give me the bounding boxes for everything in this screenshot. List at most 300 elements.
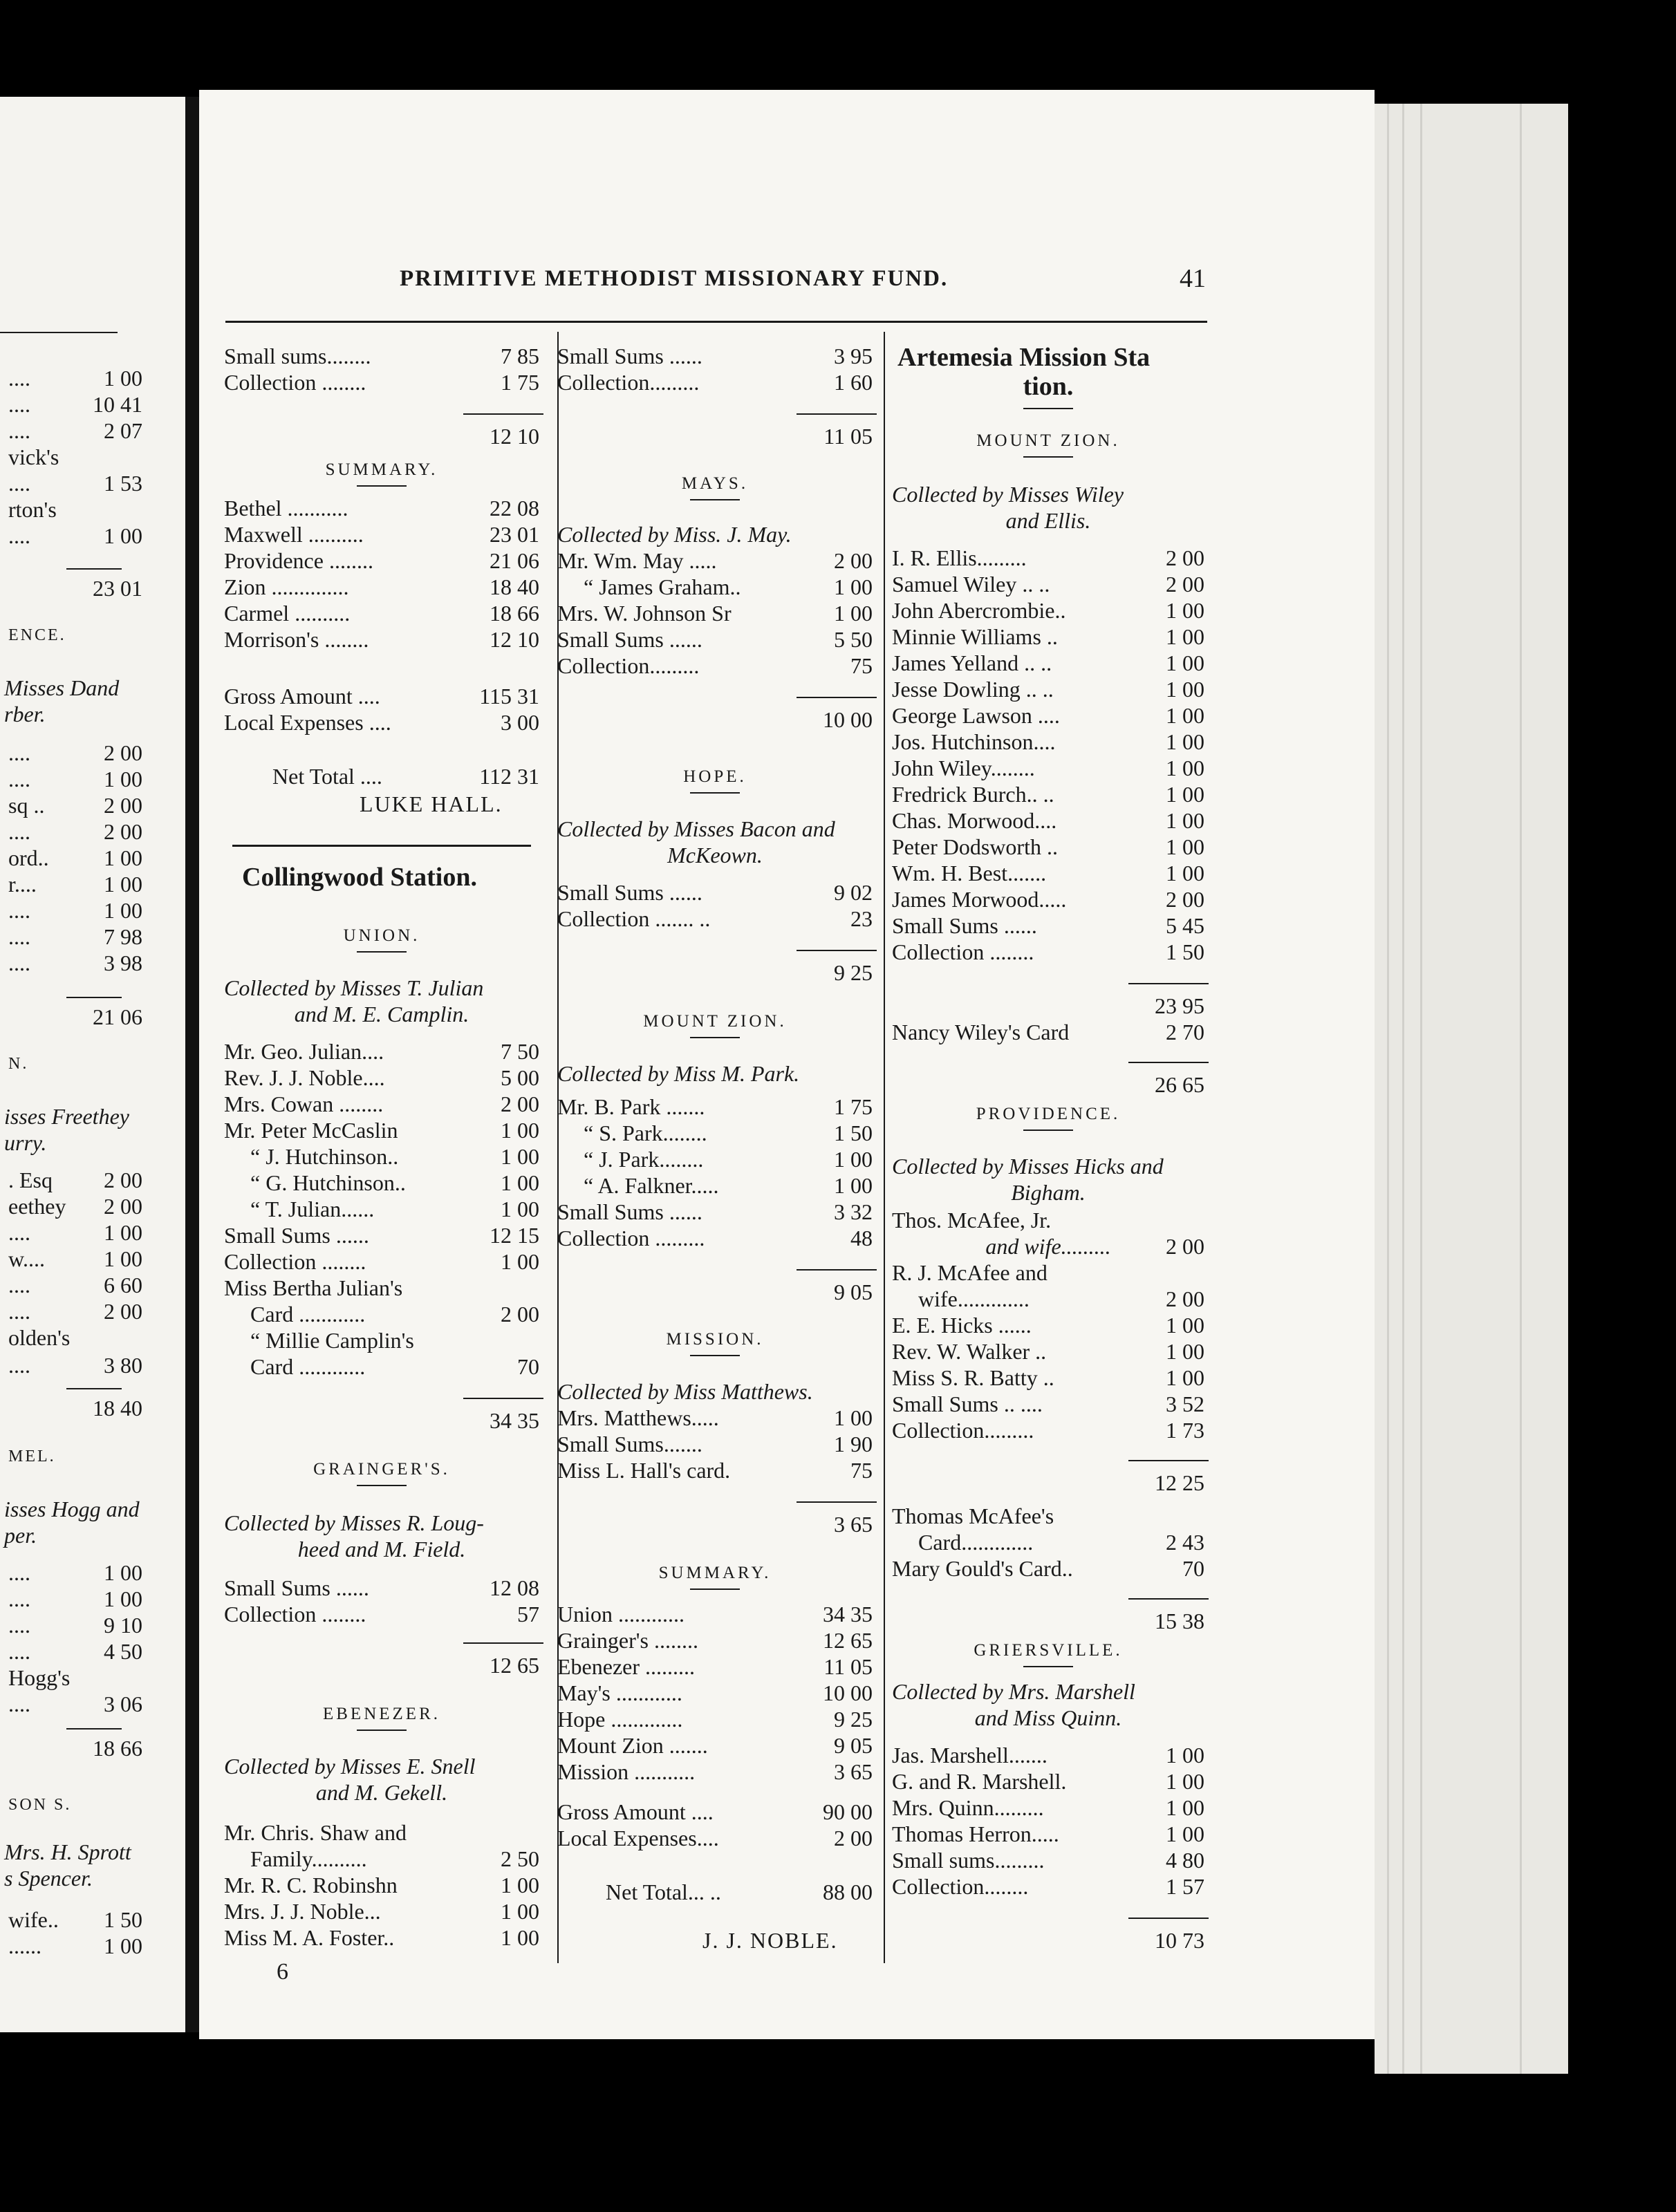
entry-label: Mission ........... bbox=[557, 1759, 696, 1784]
subtotal-amount: 11 05 bbox=[823, 424, 873, 449]
left-line-label: .... bbox=[8, 740, 30, 765]
left-amount: 21 06 bbox=[93, 1004, 142, 1029]
collector-line: heed and M. Field. bbox=[297, 1537, 466, 1562]
net-total-label: Net Total .... bbox=[272, 764, 382, 789]
entry-label: “ G. Hutchinson.. bbox=[250, 1170, 406, 1195]
entry-label: Local Expenses .... bbox=[224, 710, 391, 735]
left-amount: 2 00 bbox=[104, 819, 142, 844]
entry-label: Jas. Marshell....... bbox=[892, 1743, 1048, 1768]
left-amount: 7 98 bbox=[104, 924, 142, 949]
entry-label: Mrs. Matthews..... bbox=[557, 1405, 719, 1430]
left-amount: 4 50 bbox=[104, 1639, 142, 1664]
entry-amount: 10 00 bbox=[823, 1680, 873, 1705]
entry-amount: 112 31 bbox=[479, 764, 539, 789]
collector-line: Collected by Misses Wiley bbox=[892, 482, 1124, 507]
entry-label: May's ............ bbox=[557, 1680, 682, 1705]
page-header-title: PRIMITIVE METHODIST MISSIONARY FUND. bbox=[400, 266, 949, 291]
heading-rule bbox=[357, 1485, 407, 1486]
entry-amount: 90 00 bbox=[823, 1799, 873, 1824]
entry-amount: 1 00 bbox=[501, 1118, 539, 1143]
left-amount: 1 00 bbox=[104, 1220, 142, 1245]
section-heading: PROVIDENCE. bbox=[976, 1105, 1121, 1123]
left-amount: 2 00 bbox=[104, 1168, 142, 1192]
entry-amount: 1 00 bbox=[1166, 729, 1204, 754]
left-line-label: .... bbox=[8, 1299, 30, 1324]
entry-label: “ T. Julian...... bbox=[250, 1197, 375, 1221]
entry-label: I. R. Ellis......... bbox=[892, 545, 1027, 570]
entry-label: Peter Dodsworth .. bbox=[892, 834, 1058, 859]
entry-amount: 3 52 bbox=[1166, 1391, 1204, 1416]
left-line-label: r.... bbox=[8, 872, 37, 897]
entry-amount: 2 00 bbox=[501, 1302, 539, 1327]
collector-line: Collected by Misses E. Snell bbox=[224, 1754, 476, 1779]
entry-label: Collection ....... .. bbox=[557, 906, 711, 931]
left-line-label: per. bbox=[4, 1523, 37, 1548]
left-section-heading: N. bbox=[8, 1055, 29, 1073]
entry-amount: 1 00 bbox=[834, 1147, 873, 1172]
entry-label: Union ............ bbox=[557, 1602, 685, 1627]
entry-label: Morrison's ........ bbox=[224, 627, 369, 652]
subtotal-rule bbox=[1128, 1062, 1209, 1063]
left-section-heading: ENCE. bbox=[8, 626, 66, 644]
entry-label: Gross Amount .... bbox=[224, 684, 380, 709]
entry-amount: 9 25 bbox=[834, 1707, 873, 1732]
entry-label: Card............. bbox=[918, 1530, 1034, 1555]
left-line-label: urry. bbox=[4, 1130, 47, 1155]
left-line-label: .... bbox=[8, 950, 30, 975]
entry-amount: 1 00 bbox=[501, 1170, 539, 1195]
collector-line: Collected by Mrs. Marshell bbox=[892, 1679, 1135, 1704]
entry-amount: 48 bbox=[850, 1226, 873, 1250]
left-line-label: ...... bbox=[8, 1933, 41, 1958]
entry-amount: 9 05 bbox=[834, 1733, 873, 1758]
entry-amount: 1 50 bbox=[1166, 939, 1204, 964]
section-heading: MOUNT ZION. bbox=[976, 431, 1120, 450]
entry-amount: 2 00 bbox=[501, 1091, 539, 1116]
subtotal-rule bbox=[463, 1642, 543, 1644]
header-rule bbox=[225, 321, 1207, 323]
entry-amount: 2 00 bbox=[834, 1826, 873, 1850]
entry-amount: 23 01 bbox=[490, 522, 539, 547]
entry-label: Wm. H. Best....... bbox=[892, 861, 1047, 885]
entry-amount: 1 60 bbox=[834, 370, 873, 395]
left-line-label: .... bbox=[8, 1691, 30, 1716]
entry-amount: 3 32 bbox=[834, 1199, 873, 1224]
entry-amount: 2 70 bbox=[1166, 1020, 1204, 1044]
entry-label: Small Sums .. .... bbox=[892, 1391, 1043, 1416]
entry-label: Grainger's ........ bbox=[557, 1628, 698, 1653]
left-line-label: .... bbox=[8, 392, 30, 417]
left-line-label: .... bbox=[8, 898, 30, 923]
left-amount: 18 40 bbox=[93, 1396, 142, 1421]
collector-line: McKeown. bbox=[667, 843, 763, 868]
collector-line: and M. E. Camplin. bbox=[294, 1002, 469, 1027]
entry-amount: 23 bbox=[850, 906, 873, 931]
left-line-label: .... bbox=[8, 1639, 30, 1664]
entry-amount: 12 65 bbox=[823, 1628, 873, 1653]
entry-amount: 1 00 bbox=[834, 601, 873, 626]
heading-rule bbox=[1023, 456, 1073, 458]
heading-rule bbox=[690, 499, 740, 500]
entry-amount: 1 00 bbox=[1166, 677, 1204, 702]
left-line-label: Mrs. H. Sprott bbox=[4, 1839, 131, 1864]
section-heading: MAYS. bbox=[681, 474, 749, 493]
entry-amount: 75 bbox=[850, 653, 873, 678]
subtotal-amount: 12 10 bbox=[490, 424, 539, 449]
entry-label: “ James Graham.. bbox=[584, 574, 741, 599]
left-amount: 2 00 bbox=[104, 1299, 142, 1324]
collector-line: Collected by Misses Hicks and bbox=[892, 1154, 1164, 1179]
entry-amount: 1 00 bbox=[1166, 1795, 1204, 1820]
entry-label: Zion .............. bbox=[224, 574, 349, 599]
entry-label: Card ............ bbox=[250, 1354, 366, 1379]
heading-rule bbox=[690, 1588, 740, 1590]
entry-label: Collection ......... bbox=[557, 1226, 705, 1250]
entry-label: Mr. Wm. May ..... bbox=[557, 548, 717, 573]
heading-rule bbox=[1023, 408, 1073, 409]
entry-amount: 1 00 bbox=[1166, 1339, 1204, 1364]
entry-label: Samuel Wiley .. .. bbox=[892, 572, 1050, 597]
entry-label: Chas. Morwood.... bbox=[892, 808, 1057, 833]
entry-label: wife............. bbox=[918, 1286, 1030, 1311]
entry-label: Mr. Geo. Julian.... bbox=[224, 1039, 384, 1064]
entry-label: Mr. B. Park ....... bbox=[557, 1094, 705, 1119]
entry-label: Collection......... bbox=[557, 370, 700, 395]
entry-amount: 34 35 bbox=[823, 1602, 873, 1627]
left-line-label: .... bbox=[8, 1220, 30, 1245]
entry-amount: 7 50 bbox=[501, 1039, 539, 1064]
entry-label: Thomas McAfee's bbox=[892, 1503, 1054, 1528]
subtotal-amount: 12 25 bbox=[1155, 1470, 1204, 1495]
entry-amount: 5 50 bbox=[834, 627, 873, 652]
entry-label: Nancy Wiley's Card bbox=[892, 1020, 1070, 1044]
entry-label: Gross Amount .... bbox=[557, 1799, 714, 1824]
entry-amount: 1 00 bbox=[1166, 1769, 1204, 1794]
left-line-label: Misses Dand bbox=[4, 675, 120, 700]
entry-amount: 1 00 bbox=[1166, 650, 1204, 675]
subtotal-rule bbox=[463, 413, 543, 415]
subtotal-amount: 15 38 bbox=[1155, 1609, 1204, 1633]
heading-rule bbox=[357, 951, 407, 953]
entry-amount: 2 00 bbox=[1166, 887, 1204, 912]
signature: LUKE HALL. bbox=[360, 791, 503, 816]
entry-amount: 2 00 bbox=[1166, 1234, 1204, 1259]
subtotal-rule bbox=[1128, 983, 1209, 984]
subtotal-rule bbox=[797, 1269, 877, 1271]
left-amount: 1 53 bbox=[104, 471, 142, 496]
left-top-rule bbox=[0, 332, 118, 333]
subtotal-amount: 34 35 bbox=[490, 1408, 539, 1433]
entry-amount: 1 00 bbox=[834, 1173, 873, 1198]
entry-label: Small Sums ...... bbox=[557, 627, 702, 652]
left-amount: 6 60 bbox=[104, 1273, 142, 1297]
entry-amount: 22 08 bbox=[490, 496, 539, 521]
section-heading: SUMMARY. bbox=[325, 460, 438, 479]
book-spine bbox=[185, 97, 199, 2032]
net-total-label: Net Total... .. bbox=[606, 1880, 721, 1904]
left-amount: 23 01 bbox=[93, 576, 142, 601]
entry-label: Mount Zion ....... bbox=[557, 1733, 708, 1758]
entry-label: Local Expenses.... bbox=[557, 1826, 719, 1850]
entry-amount: 4 80 bbox=[1166, 1848, 1204, 1873]
entry-amount: 57 bbox=[517, 1602, 539, 1627]
entry-amount: 11 05 bbox=[823, 1654, 873, 1679]
entry-amount: 2 43 bbox=[1166, 1530, 1204, 1555]
page-edges bbox=[1375, 104, 1568, 2074]
heading-rule bbox=[1023, 1666, 1073, 1667]
entry-amount: 1 00 bbox=[834, 574, 873, 599]
entry-amount: 1 75 bbox=[834, 1094, 873, 1119]
station-separator-rule bbox=[232, 845, 531, 847]
subtotal-rule bbox=[797, 950, 877, 951]
entry-label: Small Sums ...... bbox=[557, 344, 702, 368]
entry-label: Thos. McAfee, Jr. bbox=[892, 1208, 1052, 1232]
left-sum-rule bbox=[66, 997, 122, 998]
collector-line: Collected by Misses R. Loug- bbox=[224, 1510, 484, 1535]
entry-label: Carmel .......... bbox=[224, 601, 351, 626]
entry-amount: 1 57 bbox=[1166, 1874, 1204, 1899]
left-sum-rule bbox=[66, 568, 122, 570]
entry-amount: 1 00 bbox=[501, 1925, 539, 1950]
subtotal-amount: 10 00 bbox=[823, 707, 873, 732]
left-line-label: s Spencer. bbox=[4, 1866, 93, 1891]
subtotal-rule bbox=[1128, 1918, 1209, 1919]
left-amount: 18 66 bbox=[93, 1736, 142, 1761]
left-sum-rule bbox=[66, 1388, 122, 1389]
entry-amount: 1 00 bbox=[1166, 782, 1204, 807]
entry-label: Hope ............. bbox=[557, 1707, 683, 1732]
subtotal-rule bbox=[1128, 1598, 1209, 1600]
entry-label: Providence ........ bbox=[224, 548, 373, 573]
left-line-label: w.... bbox=[8, 1246, 46, 1271]
left-line-label: .... bbox=[8, 1560, 30, 1585]
entry-amount: 1 73 bbox=[1166, 1418, 1204, 1443]
left-sum-rule bbox=[66, 1728, 122, 1730]
entry-amount: 1 50 bbox=[834, 1121, 873, 1145]
entry-label: Mr. Peter McCaslin bbox=[224, 1118, 398, 1143]
subtotal-rule bbox=[1128, 1460, 1209, 1461]
left-amount: 9 10 bbox=[104, 1613, 142, 1638]
entry-label: Collection ........ bbox=[224, 1249, 366, 1274]
section-heading: MOUNT ZION. bbox=[643, 1012, 787, 1031]
left-amount: 1 00 bbox=[104, 872, 142, 897]
left-line-label: olden's bbox=[8, 1325, 71, 1350]
entry-label: Mrs. Cowan ........ bbox=[224, 1091, 384, 1116]
heading-rule bbox=[690, 1355, 740, 1356]
left-amount: 3 98 bbox=[104, 950, 142, 975]
entry-label: Small Sums ...... bbox=[557, 880, 702, 905]
entry-label: Fredrick Burch.. .. bbox=[892, 782, 1054, 807]
left-line-label: vick's bbox=[8, 444, 59, 469]
entry-label: “ A. Falkner..... bbox=[584, 1173, 719, 1198]
left-line-label: sq .. bbox=[8, 793, 45, 818]
subtotal-rule bbox=[797, 413, 877, 415]
entry-label: Small Sums ...... bbox=[557, 1199, 702, 1224]
left-amount: 1 50 bbox=[104, 1907, 142, 1932]
entry-label: Collection ........ bbox=[224, 1602, 366, 1627]
left-line-label: .... bbox=[8, 418, 30, 443]
entry-amount: 1 00 bbox=[1166, 834, 1204, 859]
entry-label: Small sums......... bbox=[892, 1848, 1045, 1873]
column-divider-2 bbox=[884, 332, 885, 1963]
entry-amount: 2 00 bbox=[1166, 572, 1204, 597]
entry-amount: 1 00 bbox=[501, 1899, 539, 1924]
subtotal-amount: 9 05 bbox=[834, 1280, 873, 1304]
entry-label: John Wiley........ bbox=[892, 756, 1035, 780]
collector-line: Collected by Misses T. Julian bbox=[224, 975, 484, 1000]
heading-rule bbox=[1023, 1130, 1073, 1131]
left-line-label: .... bbox=[8, 471, 30, 496]
entry-label: Mr. R. C. Robinshn bbox=[224, 1873, 398, 1897]
entry-amount: 1 00 bbox=[501, 1144, 539, 1169]
entry-amount: 1 00 bbox=[1166, 861, 1204, 885]
left-amount: 1 00 bbox=[104, 1586, 142, 1611]
left-amount: 1 00 bbox=[104, 366, 142, 391]
entry-label: “ S. Park........ bbox=[584, 1121, 707, 1145]
entry-label: John Abercrombie.. bbox=[892, 598, 1066, 623]
left-line-label: .... bbox=[8, 523, 30, 548]
signature: J. J. NOBLE. bbox=[702, 1928, 838, 1953]
collector-line: Collected by Miss Matthews. bbox=[557, 1379, 813, 1404]
entry-amount: 3 65 bbox=[834, 1759, 873, 1784]
left-section-heading: SON S. bbox=[8, 1796, 72, 1814]
entry-label: R. J. McAfee and bbox=[892, 1260, 1048, 1285]
left-line-label: rber. bbox=[4, 702, 46, 727]
left-amount: 1 00 bbox=[104, 1246, 142, 1271]
collector-line: and wife......... bbox=[985, 1234, 1111, 1259]
entry-label: Minnie Williams .. bbox=[892, 624, 1058, 649]
collector-line: and M. Gekell. bbox=[315, 1780, 448, 1805]
entry-label: Small Sums ...... bbox=[224, 1223, 369, 1248]
subtotal-amount: 3 65 bbox=[834, 1512, 873, 1537]
entry-label: Rev. W. Walker .. bbox=[892, 1339, 1047, 1364]
entry-amount: 1 00 bbox=[1166, 598, 1204, 623]
entry-amount: 12 10 bbox=[490, 627, 539, 652]
left-line-label: wife.. bbox=[8, 1907, 59, 1932]
station-title: tion. bbox=[1023, 372, 1074, 401]
entry-label: G. and R. Marshell. bbox=[892, 1769, 1067, 1794]
entry-label: Bethel ........... bbox=[224, 496, 348, 521]
left-line-label: .... bbox=[8, 1353, 30, 1378]
subtotal-amount: 10 73 bbox=[1155, 1928, 1204, 1953]
entry-amount: 1 00 bbox=[501, 1873, 539, 1897]
entry-label: Small Sums ...... bbox=[224, 1575, 369, 1600]
entry-label: Collection......... bbox=[557, 653, 700, 678]
entry-label: Small sums........ bbox=[224, 344, 371, 368]
left-amount: 1 00 bbox=[104, 523, 142, 548]
left-line-label: .... bbox=[8, 924, 30, 949]
entry-label: Collection........ bbox=[892, 1874, 1029, 1899]
heading-rule bbox=[357, 1730, 407, 1731]
left-amount: 1 00 bbox=[104, 1933, 142, 1958]
subtotal-amount: 12 65 bbox=[490, 1653, 539, 1678]
left-line-label: . Esq bbox=[8, 1168, 53, 1192]
entry-label: E. E. Hicks ...... bbox=[892, 1313, 1032, 1338]
collector-line: Collected by Miss M. Park. bbox=[557, 1061, 800, 1086]
entry-amount: 2 00 bbox=[1166, 1286, 1204, 1311]
entry-amount: 5 45 bbox=[1166, 913, 1204, 938]
entry-label: Collection ........ bbox=[892, 939, 1034, 964]
left-line-label: ord.. bbox=[8, 845, 49, 870]
left-amount: 3 80 bbox=[104, 1353, 142, 1378]
entry-amount: 1 00 bbox=[1166, 1821, 1204, 1846]
entry-label: Small Sums....... bbox=[557, 1432, 702, 1456]
entry-amount: 18 40 bbox=[490, 574, 539, 599]
left-amount: 2 07 bbox=[104, 418, 142, 443]
entry-label: Miss M. A. Foster.. bbox=[224, 1925, 395, 1950]
page-number: 41 bbox=[1180, 264, 1206, 293]
left-line-label: .... bbox=[8, 1586, 30, 1611]
left-amount: 2 00 bbox=[104, 1194, 142, 1219]
collector-line: and Miss Quinn. bbox=[974, 1705, 1122, 1730]
entry-amount: 1 00 bbox=[1166, 756, 1204, 780]
entry-label: Miss S. R. Batty .. bbox=[892, 1365, 1054, 1390]
left-line-label: eethey bbox=[8, 1194, 66, 1219]
entry-amount: 70 bbox=[517, 1354, 539, 1379]
left-line-label: Hogg's bbox=[8, 1665, 71, 1690]
entry-amount: 2 00 bbox=[834, 548, 873, 573]
left-line-label: .... bbox=[8, 767, 30, 791]
subtotal-amount: 26 65 bbox=[1155, 1072, 1204, 1097]
entry-amount: 1 00 bbox=[501, 1197, 539, 1221]
section-heading: EBENEZER. bbox=[322, 1705, 440, 1723]
left-section-heading: MEL. bbox=[8, 1447, 56, 1465]
entry-label: Family.......... bbox=[250, 1846, 367, 1871]
entry-amount: 1 90 bbox=[834, 1432, 873, 1456]
left-line-label: isses Freethey bbox=[4, 1104, 129, 1129]
entry-label: Jesse Dowling .. .. bbox=[892, 677, 1054, 702]
left-amount: 3 06 bbox=[104, 1691, 142, 1716]
left-line-label: .... bbox=[8, 366, 30, 391]
entry-amount: 3 00 bbox=[501, 710, 539, 735]
section-heading: MISSION. bbox=[666, 1330, 764, 1349]
entry-label: Ebenezer ......... bbox=[557, 1654, 696, 1679]
heading-rule bbox=[357, 485, 407, 487]
entry-label: “ J. Park........ bbox=[584, 1147, 704, 1172]
entry-amount: 12 15 bbox=[490, 1223, 539, 1248]
entry-label: Thomas Herron..... bbox=[892, 1821, 1059, 1846]
entry-label: James Yelland .. .. bbox=[892, 650, 1052, 675]
left-line-label: .... bbox=[8, 1273, 30, 1297]
left-line-label: isses Hogg and bbox=[4, 1497, 140, 1521]
left-amount: 2 00 bbox=[104, 793, 142, 818]
left-amount: 1 00 bbox=[104, 898, 142, 923]
collector-line: Collected by Miss. J. May. bbox=[557, 522, 792, 547]
entry-label: Rev. J. J. Noble.... bbox=[224, 1065, 385, 1090]
subtotal-rule bbox=[797, 1501, 877, 1503]
entry-amount: 1 75 bbox=[501, 370, 539, 395]
section-heading: HOPE. bbox=[683, 767, 747, 786]
signature-mark: 6 bbox=[277, 1959, 288, 1985]
entry-amount: 3 95 bbox=[834, 344, 873, 368]
entry-amount: 21 06 bbox=[490, 548, 539, 573]
left-amount: 1 00 bbox=[104, 767, 142, 791]
entry-label: Miss Bertha Julian's bbox=[224, 1275, 403, 1300]
subtotal-amount: 9 25 bbox=[834, 960, 873, 985]
left-line-label: .... bbox=[8, 819, 30, 844]
entry-amount: 12 08 bbox=[490, 1575, 539, 1600]
left-amount: 1 00 bbox=[104, 1560, 142, 1585]
left-amount: 1 00 bbox=[104, 845, 142, 870]
entry-amount: 75 bbox=[850, 1458, 873, 1483]
entry-amount: 2 50 bbox=[501, 1846, 539, 1871]
section-heading: UNION. bbox=[343, 926, 420, 945]
entry-amount: 1 00 bbox=[834, 1405, 873, 1430]
entry-label: Mrs. W. Johnson Sr bbox=[557, 601, 732, 626]
entry-label: Collection ........ bbox=[224, 370, 366, 395]
collector-line: Collected by Misses Bacon and bbox=[557, 816, 835, 841]
entry-label: Maxwell .......... bbox=[224, 522, 364, 547]
